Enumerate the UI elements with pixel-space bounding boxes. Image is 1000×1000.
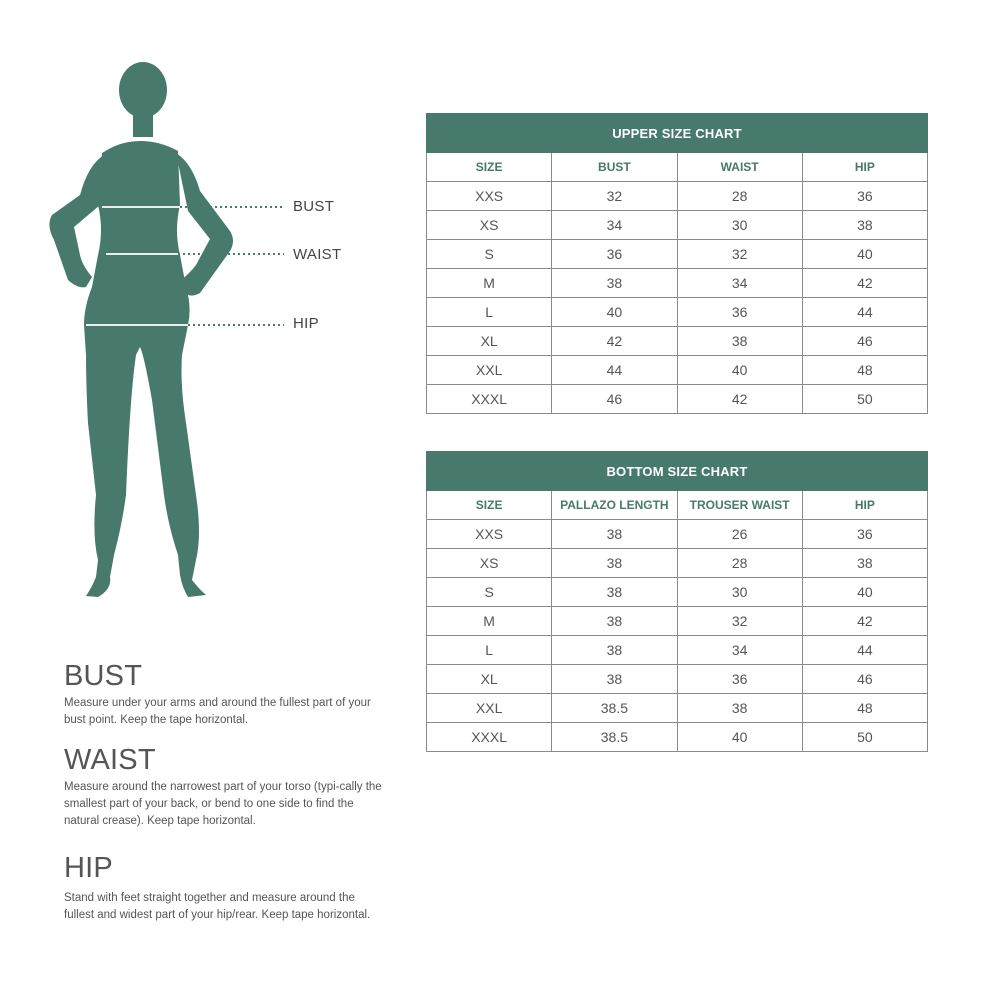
table-cell: 40	[677, 723, 802, 752]
upper-size-chart	[426, 113, 928, 414]
table-cell: 34	[677, 269, 802, 298]
table-row	[427, 211, 928, 240]
table-row	[427, 723, 928, 752]
table-cell: XXS	[427, 182, 552, 211]
table-cell: M	[427, 269, 552, 298]
table-cell: XS	[427, 211, 552, 240]
guide-title-hip: HIP	[64, 852, 113, 884]
table-cell: 38	[552, 549, 677, 578]
guide-text-waist: Measure around the narrowest part of your torso (typi-cally the smallest part of your back, or bend to one side to find the natural crease). Keep tape horizontal.	[64, 781, 382, 827]
guide-text-hip: Stand with feet straight together and measure around the fullest and widest part of your hip/rear. Keep tape horizontal.	[64, 892, 371, 921]
table-cell: 44	[802, 298, 927, 327]
table-cell: 38	[802, 549, 927, 578]
woman-silhouette-icon	[40, 55, 340, 615]
figure-label-waist: WAIST	[293, 246, 342, 263]
table-cell: S	[427, 240, 552, 269]
table-cell: 38	[552, 665, 677, 694]
figure-label-hip: HIP	[293, 315, 319, 332]
bottom-header-hip: HIP	[802, 491, 927, 520]
table-cell: 46	[552, 385, 677, 414]
table-cell: 26	[677, 520, 802, 549]
table-row	[427, 327, 928, 356]
upper-header-size: SIZE	[427, 153, 552, 182]
upper-header-bust: BUST	[552, 153, 677, 182]
table-cell: XXS	[427, 520, 552, 549]
table-cell: 48	[802, 694, 927, 723]
guide-text-bust: Measure under your arms and around the fullest part of your bust point. Keep the tape horizontal.	[64, 697, 371, 726]
table-cell: 42	[802, 269, 927, 298]
table-cell: 42	[677, 385, 802, 414]
table-cell: 36	[802, 520, 927, 549]
table-cell: 30	[677, 211, 802, 240]
table-row	[427, 665, 928, 694]
table-cell: 50	[802, 723, 927, 752]
table-cell: 38	[677, 327, 802, 356]
table-row	[427, 385, 928, 414]
table-cell: XL	[427, 327, 552, 356]
table-row	[427, 356, 928, 385]
table-cell: 34	[552, 211, 677, 240]
upper-chart-title: UPPER SIZE CHART	[427, 114, 928, 153]
table-cell: L	[427, 636, 552, 665]
bottom-chart-title: BOTTOM SIZE CHART	[427, 452, 928, 491]
table-row	[427, 240, 928, 269]
table-cell: XXL	[427, 356, 552, 385]
table-cell: 42	[802, 607, 927, 636]
table-cell: 36	[677, 665, 802, 694]
table-cell: 44	[552, 356, 677, 385]
table-cell: 38	[552, 636, 677, 665]
table-cell: 36	[552, 240, 677, 269]
table-cell: 46	[802, 327, 927, 356]
figure-label-bust: BUST	[293, 198, 335, 215]
table-cell: 32	[677, 607, 802, 636]
table-cell: 36	[677, 298, 802, 327]
bottom-header-size: SIZE	[427, 491, 552, 520]
upper-header-waist: WAIST	[677, 153, 802, 182]
table-row	[427, 549, 928, 578]
table-cell: 38	[552, 607, 677, 636]
table-row	[427, 694, 928, 723]
table-cell: 28	[677, 549, 802, 578]
table-cell: XXXL	[427, 385, 552, 414]
table-cell: 50	[802, 385, 927, 414]
guide-title-bust: BUST	[64, 660, 143, 692]
table-cell: 44	[802, 636, 927, 665]
body-measurement-figure	[40, 55, 340, 615]
table-cell: 36	[802, 182, 927, 211]
table-row	[427, 298, 928, 327]
table-cell: 40	[802, 240, 927, 269]
table-cell: XS	[427, 549, 552, 578]
table-row	[427, 578, 928, 607]
table-cell: 32	[552, 182, 677, 211]
table-cell: 30	[677, 578, 802, 607]
table-cell: 32	[677, 240, 802, 269]
table-cell: S	[427, 578, 552, 607]
table-cell: 34	[677, 636, 802, 665]
table-row	[427, 636, 928, 665]
table-row	[427, 520, 928, 549]
bottom-header-pallazo-length: PALLAZO LENGTH	[552, 491, 677, 520]
bottom-size-chart	[426, 451, 928, 752]
table-cell: 46	[802, 665, 927, 694]
table-cell: 40	[552, 298, 677, 327]
table-cell: M	[427, 607, 552, 636]
table-cell: XL	[427, 665, 552, 694]
table-row	[427, 607, 928, 636]
table-cell: 28	[677, 182, 802, 211]
table-cell: 38	[552, 269, 677, 298]
table-cell: 40	[802, 578, 927, 607]
table-cell: 38	[552, 520, 677, 549]
table-cell: XXXL	[427, 723, 552, 752]
table-cell: 48	[802, 356, 927, 385]
table-cell: 38.5	[552, 694, 677, 723]
table-row	[427, 269, 928, 298]
table-cell: 38.5	[552, 723, 677, 752]
table-cell: 38	[802, 211, 927, 240]
upper-header-hip: HIP	[802, 153, 927, 182]
bottom-header-trouser-waist: TROUSER WAIST	[677, 491, 802, 520]
table-cell: 38	[677, 694, 802, 723]
guide-title-waist: WAIST	[64, 744, 156, 776]
table-cell: L	[427, 298, 552, 327]
table-cell: 38	[552, 578, 677, 607]
table-cell: XXL	[427, 694, 552, 723]
table-cell: 42	[552, 327, 677, 356]
table-cell: 40	[677, 356, 802, 385]
table-row	[427, 182, 928, 211]
